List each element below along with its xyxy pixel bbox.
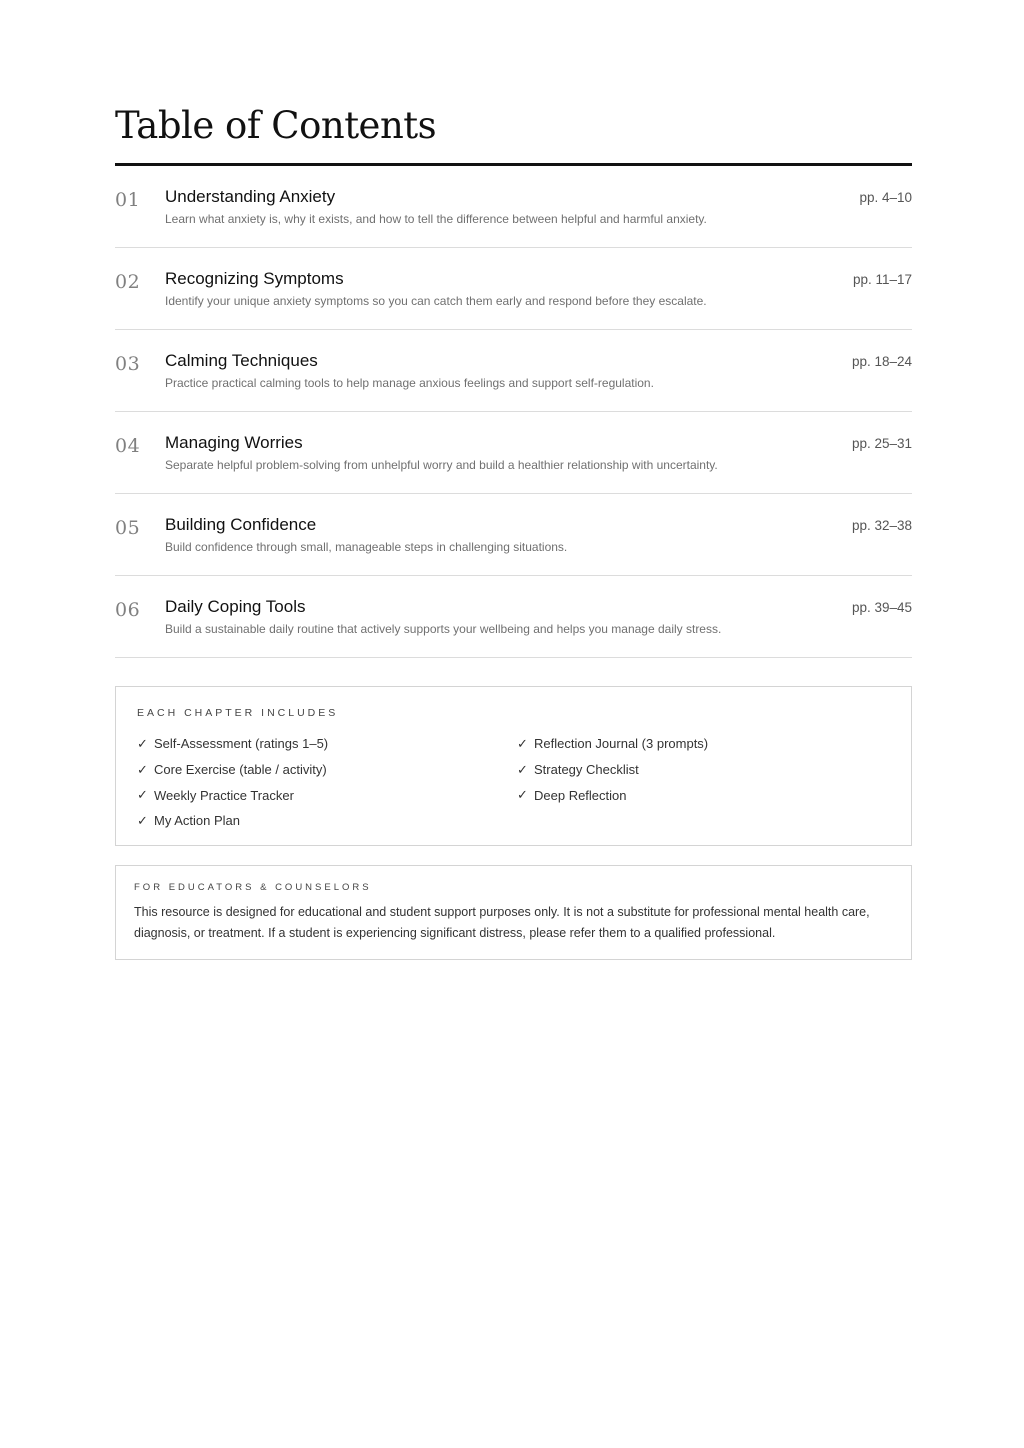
chapter-number: 06	[115, 599, 141, 621]
checkmark-icon: ✓	[517, 761, 528, 777]
includes-item-label: My Action Plan	[154, 813, 240, 829]
chapter-description: Learn what anxiety is, why it exists, and how to tell the difference between helpful and harmful anxiety.	[165, 212, 707, 226]
includes-item-label: Reflection Journal (3 prompts)	[534, 736, 709, 752]
chapter-number: 01	[115, 189, 141, 211]
educator-note-heading: FOR EDUCATORS & COUNSELORS	[134, 882, 372, 893]
chapter-row[interactable]	[115, 412, 912, 494]
educator-note-panel	[115, 865, 912, 960]
chapter-page-range: pp. 18–24	[851, 354, 912, 369]
checkmark-icon: ✓	[517, 787, 528, 803]
chapter-list	[115, 166, 912, 658]
chapter-includes-panel	[115, 686, 912, 846]
checkmark-icon: ✓	[137, 787, 148, 803]
chapter-title[interactable]: Understanding Anxiety	[165, 187, 336, 206]
checkmark-icon: ✓	[137, 735, 148, 751]
chapter-page-range: pp. 4–10	[859, 190, 912, 205]
includes-item	[517, 782, 708, 808]
chapter-title[interactable]: Calming Techniques	[165, 351, 318, 370]
checkmark-icon: ✓	[137, 812, 148, 828]
chapter-title[interactable]: Building Confidence	[165, 515, 317, 534]
chapter-page-range: pp. 11–17	[852, 272, 912, 287]
chapter-description: Practice practical calming tools to help manage anxious feelings and support self-regulation.	[165, 376, 654, 390]
chapter-description: Build confidence through small, manageable steps in challenging situations.	[165, 540, 568, 554]
checkmark-icon: ✓	[517, 735, 528, 751]
includes-item	[517, 757, 708, 783]
chapter-page-range: pp. 32–38	[851, 518, 912, 533]
includes-item	[137, 808, 328, 834]
chapter-page-range: pp. 39–45	[851, 600, 912, 615]
chapter-row[interactable]	[115, 330, 912, 412]
includes-item-label: Weekly Practice Tracker	[154, 787, 294, 803]
includes-item	[137, 782, 328, 808]
includes-heading: EACH CHAPTER INCLUDES	[137, 707, 339, 719]
chapter-number: 04	[115, 435, 141, 457]
includes-list-right	[517, 731, 708, 808]
educator-note-text: This resource is designed for educational and student support purposes only. It is not a substitute for professional mental health care, diagnosis, or treatment. If a student is experiencing significant distress, please refer them to a qualified professional.	[134, 905, 870, 940]
chapter-title[interactable]: Managing Worries	[165, 433, 303, 452]
chapter-number: 05	[115, 517, 141, 539]
chapter-row[interactable]	[115, 494, 912, 576]
includes-item-label: Core Exercise (table / activity)	[154, 762, 327, 778]
includes-item-label: Deep Reflection	[534, 787, 627, 803]
chapter-number: 02	[115, 271, 141, 293]
includes-item-label: Strategy Checklist	[534, 762, 639, 778]
chapter-title[interactable]: Daily Coping Tools	[165, 597, 306, 616]
chapter-page-range: pp. 25–31	[851, 436, 912, 451]
chapter-row[interactable]	[115, 248, 912, 330]
includes-item	[137, 757, 328, 783]
page-title: Table of Contents	[115, 104, 437, 147]
chapter-title[interactable]: Recognizing Symptoms	[165, 269, 344, 288]
chapter-row[interactable]	[115, 576, 912, 658]
includes-item-label: Self-Assessment (ratings 1–5)	[154, 736, 329, 752]
chapter-description: Separate helpful problem-solving from unhelpful worry and build a healthier relationship with uncertainty.	[165, 458, 718, 472]
chapter-description: Build a sustainable daily routine that actively supports your wellbeing and helps you manage daily stress.	[165, 622, 722, 636]
includes-item	[517, 731, 708, 757]
chapter-number: 03	[115, 353, 141, 375]
includes-item	[137, 731, 328, 757]
chapter-description: Identify your unique anxiety symptoms so you can catch them early and respond before they escalate.	[165, 294, 707, 308]
includes-list-left	[137, 731, 328, 834]
checkmark-icon: ✓	[137, 761, 148, 777]
chapter-row[interactable]	[115, 166, 912, 248]
